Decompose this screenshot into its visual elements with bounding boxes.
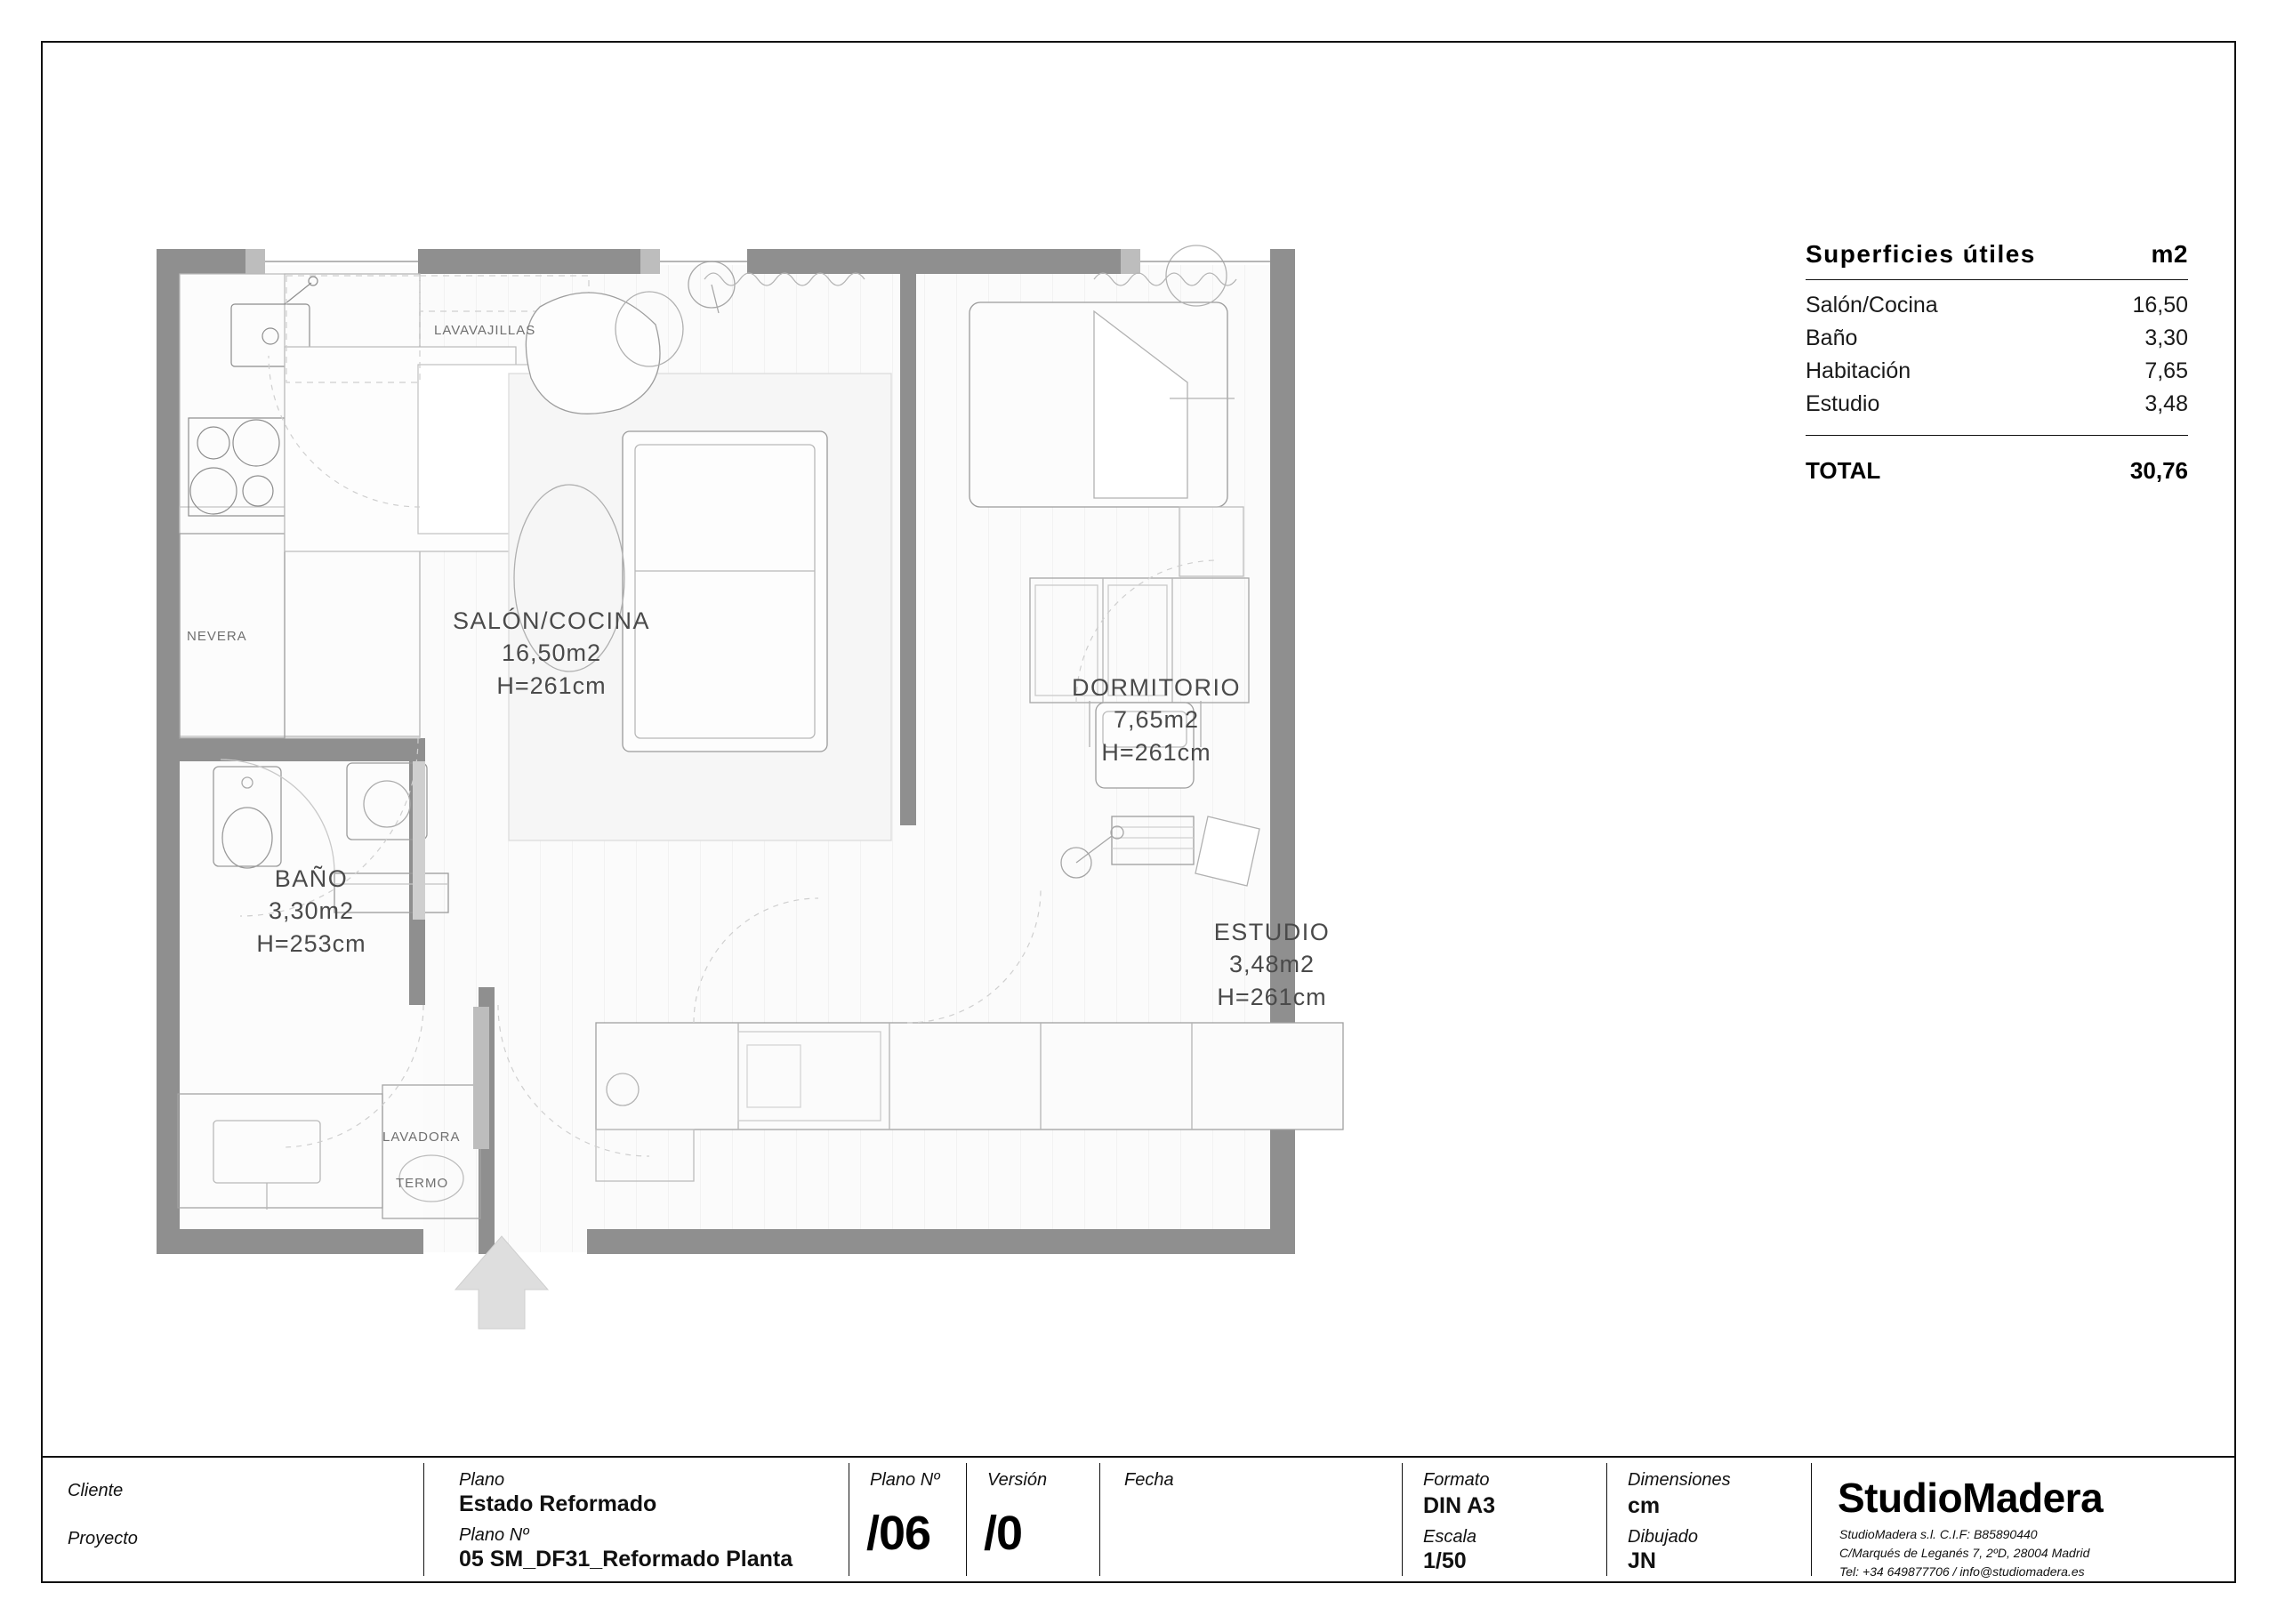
proyecto-label: Proyecto xyxy=(68,1529,138,1548)
logo-line-2: C/Marqués de Leganés 7, 2ºD, 28004 Madrid xyxy=(1839,1546,2090,1560)
surfaces-total-row xyxy=(1806,445,2188,485)
dimensiones-label: Dimensiones xyxy=(1628,1470,1731,1490)
dibujado-label: Dibujado xyxy=(1628,1527,1698,1547)
room-name: DORMITORIO xyxy=(1072,674,1241,701)
surface-name: Salón/Cocina xyxy=(1806,293,1938,318)
dimensiones-value: cm xyxy=(1628,1493,1661,1518)
surface-name: Baño xyxy=(1806,326,1858,350)
surface-value: 3,48 xyxy=(2144,391,2188,416)
logo-name-part2: Madera xyxy=(1962,1475,2104,1521)
surfaces-header xyxy=(1806,240,2188,279)
surfaces-header-title: Superficies útiles xyxy=(1806,240,2036,268)
total-value: 30,76 xyxy=(2129,457,2188,484)
surfaces-bottom-rule xyxy=(1806,435,2188,436)
room-name: BAÑO xyxy=(274,865,349,892)
plano-label: Plano xyxy=(459,1470,505,1490)
table-row xyxy=(1806,289,2188,322)
plano-value: Estado Reformado xyxy=(459,1491,657,1516)
fecha-label: Fecha xyxy=(1124,1470,1174,1490)
logo-line-3: Tel: +34 649877706 / info@studiomadera.es xyxy=(1839,1564,2085,1579)
appliance-label-boiler: TERMO xyxy=(396,1176,449,1191)
plano-n-value: /06 xyxy=(866,1507,931,1560)
tb-separator xyxy=(423,1463,424,1576)
tb-separator xyxy=(966,1463,967,1576)
tb-separator xyxy=(1606,1463,1607,1576)
room-area: 7,65m2 xyxy=(1113,706,1200,734)
appliance-label-washer: LAVADORA xyxy=(382,1130,461,1145)
surface-value: 7,65 xyxy=(2144,358,2188,383)
table-row xyxy=(1806,322,2188,355)
room-height: H=253cm xyxy=(256,929,366,957)
surface-value: 16,50 xyxy=(2132,293,2188,318)
surfaces-table xyxy=(1806,240,2188,485)
logo-name-part1: Studio xyxy=(1838,1475,1963,1521)
room-area: 16,50m2 xyxy=(501,639,602,667)
escala-value: 1/50 xyxy=(1423,1548,1467,1573)
room-height: H=261cm xyxy=(496,671,607,699)
version-label: Versión xyxy=(987,1470,1048,1490)
room-height: H=261cm xyxy=(1101,738,1211,766)
appliance-label-dishwasher: LAVAVAJILLAS xyxy=(434,323,536,338)
formato-value: DIN A3 xyxy=(1423,1493,1496,1518)
floor-plan xyxy=(125,240,1726,1352)
tb-separator xyxy=(1811,1463,1812,1576)
room-area: 3,30m2 xyxy=(268,897,355,925)
surface-name: Estudio xyxy=(1806,391,1880,416)
logo-line-1: StudioMadera s.l. C.I.F: B85890440 xyxy=(1839,1527,2038,1541)
plano-label-2: Plano Nº xyxy=(459,1525,529,1545)
title-block xyxy=(41,1456,2236,1583)
tb-separator xyxy=(1099,1463,1100,1576)
appliance-label-fridge: NEVERA xyxy=(187,629,247,644)
version-value: /0 xyxy=(984,1507,1023,1560)
surface-value: 3,30 xyxy=(2144,326,2188,350)
table-row xyxy=(1806,388,2188,421)
escala-label: Escala xyxy=(1423,1527,1477,1547)
cliente-label: Cliente xyxy=(68,1481,124,1500)
room-area: 3,48m2 xyxy=(1228,951,1316,978)
room-name: SALÓN/COCINA xyxy=(452,607,651,634)
plano-value-2: 05 SM_DF31_Reformado Planta xyxy=(459,1547,793,1572)
plano-n-label: Plano Nº xyxy=(870,1470,940,1490)
dibujado-value: JN xyxy=(1628,1548,1656,1573)
tb-separator xyxy=(1402,1463,1403,1576)
surface-name: Habitación xyxy=(1806,358,1911,383)
studio-contact xyxy=(1839,1525,2089,1581)
table-row xyxy=(1806,355,2188,388)
studio-logo xyxy=(1838,1474,2103,1522)
surfaces-header-unit: m2 xyxy=(2151,240,2188,268)
total-label: TOTAL xyxy=(1806,457,1881,484)
surfaces-top-rule xyxy=(1806,279,2188,280)
room-height: H=261cm xyxy=(1217,983,1327,1010)
room-name: ESTUDIO xyxy=(1213,919,1331,945)
formato-label: Formato xyxy=(1423,1470,1490,1490)
